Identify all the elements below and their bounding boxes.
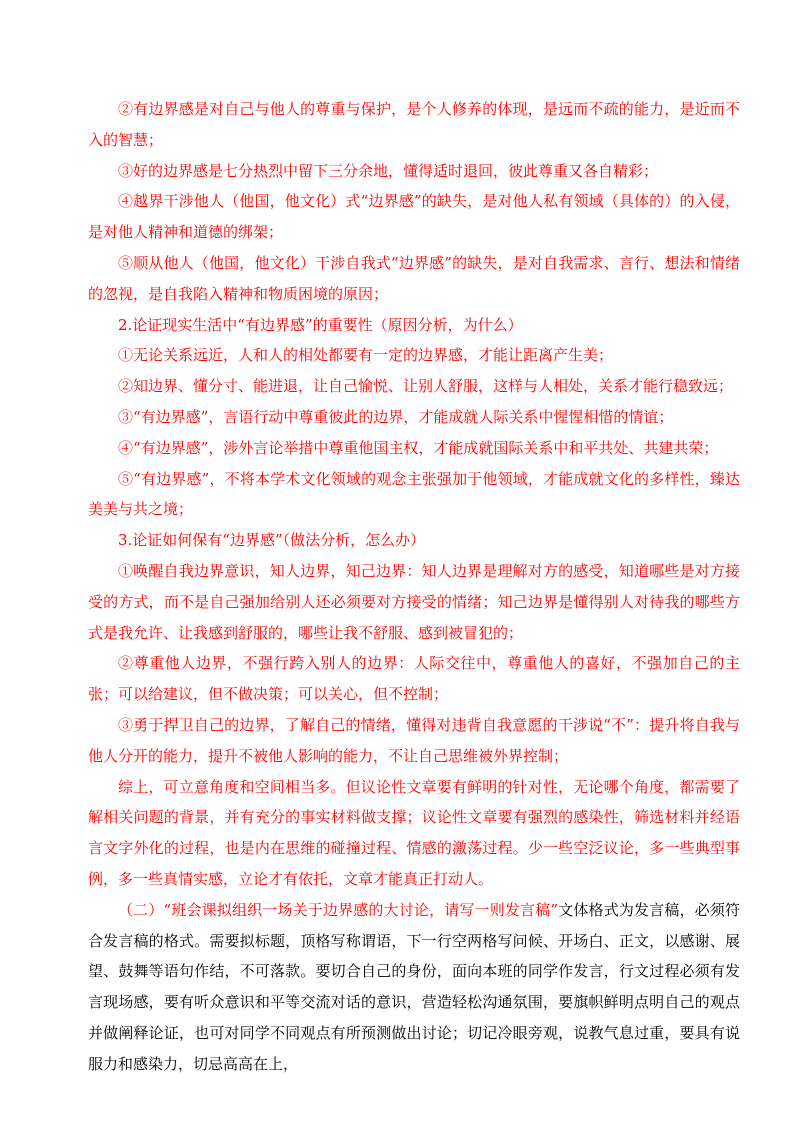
task-two-paragraph bbox=[88, 895, 740, 1080]
paragraph-8: ③“有边界感”，言语行动中尊重彼此的边界，才能成就人际关系中惺惺相惜的情谊； bbox=[118, 407, 674, 426]
section-heading-method: 3.论证如何保有“边界感”（做法分析，怎么办） bbox=[118, 531, 426, 550]
paragraph-13: ②尊重他人边界，不强行跨入别人的边界：人际交往中，尊重他人的喜好，不强加自己的主张；可以给建议，但不做决策；可以关心，但不控制； bbox=[88, 654, 740, 704]
paragraph-4: ⑤顺从他人（他国，他文化）干涉自我式“边界感”的缺失，是对自我需求、言行、想法和情绪的忽视，是自我陷入精神和物质困境的原因； bbox=[88, 253, 740, 303]
paragraph-1: ②有边界感是对自己与他人的尊重与保护，是个人修养的体现，是远而不疏的能力，是近而不入的智慧； bbox=[88, 100, 740, 149]
document-body bbox=[88, 94, 740, 1080]
paragraph-7: ②知边界、懂分寸、能进退，让自己愉悦、让别人舒服，这样与人相处，关系才能行稳致远； bbox=[118, 377, 734, 396]
section-heading-importance: 2.论证现实生活中“有边界感”的重要性（原因分析，为什么） bbox=[118, 315, 523, 334]
paragraph-3: ④越界干涉他人（他国，他文化）式“边界感”的缺失，是对他人私有领域（具体的）的入侵，是对他人精神和道德的绑架； bbox=[88, 192, 740, 242]
paragraph-14: ③勇于捍卫自己的边界，了解自己的情绪，懂得对违背自我意愿的干涉说“不”：提升将自我与他人分开的能力，提升不被他人影响的能力，不让自己思维被外界控制； bbox=[88, 715, 740, 765]
paragraph-9: ④“有边界感”，涉外言论举措中尊重他国主权，才能成就国际关系中和平共处、共建共荣； bbox=[118, 438, 719, 457]
paragraph-12: ①唤醒自我边界意识，知人边界，知己边界：知人边界是理解对方的感受，知道哪些是对方接受的方式，而不是自己强加给别人还必须要对方接受的情绪；知己边界是懂得别人对待我的哪些方式是我允许、让我感到舒服的，哪些让我不舒服、感到被冒犯的； bbox=[88, 561, 740, 642]
paragraph-6: ①无论关系远近，人和人的相处都要有一定的边界感，才能让距离产生美； bbox=[118, 346, 614, 365]
paragraph-2: ③好的边界感是七分热烈中留下三分余地，懂得适时退回，彼此尊重又各自精彩； bbox=[118, 161, 659, 180]
summary-paragraph: 综上，可立意角度和空间相当多。但议论性文章要有鲜明的针对性，无论哪个角度，都需要了解相关问题的背景，并有充分的事实材料做支撑；议论性文章要有强烈的感染性，筛选材料并经语言文字外化的过程，也是内在思维的碰撞过程、情感的激荡过程。少一些空泛议论，多一些典型事例，多一些真情实感，立论才有依托，文章才能真正打动人。 bbox=[88, 777, 740, 888]
task-two-explanation: 文体格式为发言稿，必须符合发言稿的格式。需要拟标题，顶格写称谓语，下一行空两格写问候、开场白、正文，以感谢、展望、鼓舞等语句作结，不可落款。要切合自己的身份，面向本班的同学作发言，行文过程必须有发言现场感，要有听众意识和平等交流对话的意识，营造轻松沟通氛围，要旗帜鲜明点明自己的观点并做阐释论证，也可对同学不同观点有所预测做出讨论；切记冷眼旁观，说教气息过重，要具有说服力和感染力，切忌高高在上， bbox=[88, 900, 740, 1073]
task-two-prompt: （二）“班会课拟组织一场关于边界感的大讨论，请写一则发言稿” bbox=[118, 900, 559, 919]
paragraph-10: ⑤“有边界感”，不将本学术文化领域的观念主张强加于他领域，才能成就文化的多样性，臻达美美与共之境； bbox=[88, 469, 740, 519]
